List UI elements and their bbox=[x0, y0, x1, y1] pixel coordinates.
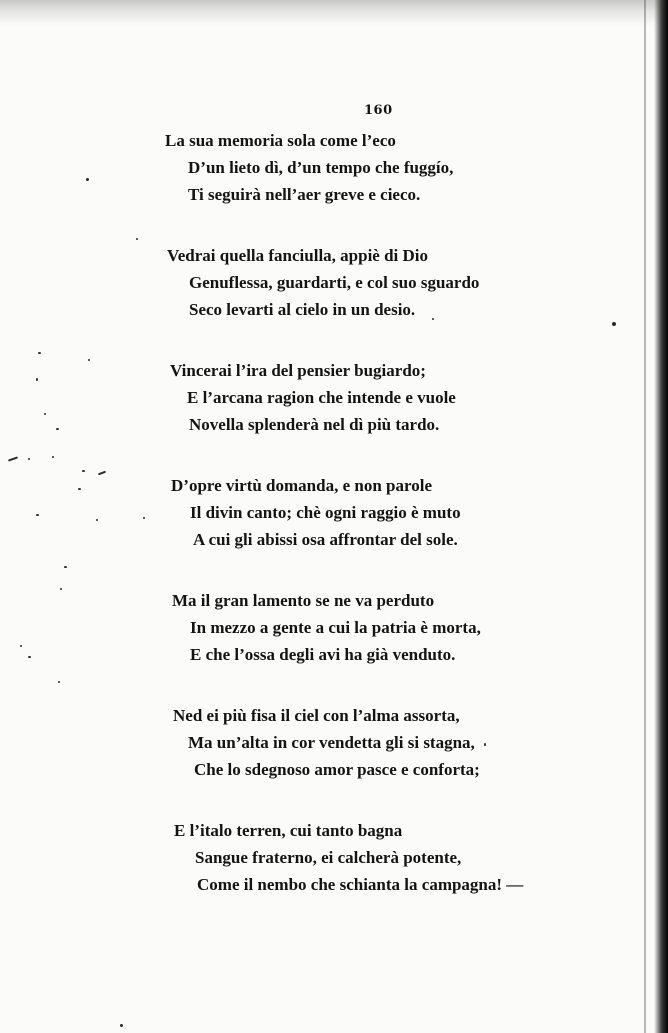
verse-line: E l’italo terren, cui tanto bagna bbox=[174, 821, 403, 840]
scan-speck bbox=[36, 378, 38, 381]
verse-line: Novella splenderà nel dì più tardo. bbox=[189, 415, 440, 434]
verse-line: Ti seguirà nell’aer greve e cieco. bbox=[188, 185, 421, 204]
verse-line: Il divin canto; chè ogni raggio è muto bbox=[190, 503, 461, 522]
verse-line: La sua memoria sola come l’eco bbox=[165, 131, 396, 150]
scan-speck bbox=[136, 238, 138, 240]
stanza-7 bbox=[0, 817, 668, 898]
stanza-6 bbox=[0, 702, 668, 783]
verse-line: Vedrai quella fanciulla, appiè di Dio bbox=[167, 246, 429, 265]
verse-line: D’un lieto dì, d’un tempo che fuggío, bbox=[188, 158, 454, 177]
scan-speck bbox=[56, 428, 59, 430]
scan-speck bbox=[28, 458, 30, 460]
verse-line: Ma un’alta in cor vendetta gli si stagna, bbox=[188, 733, 475, 752]
verse-line: Che lo sdegnoso amor pasce e conforta; bbox=[194, 760, 480, 779]
verse-line: D’opre virtù domanda, e non parole bbox=[171, 476, 433, 495]
stanza-4 bbox=[0, 472, 668, 553]
scan-speck bbox=[86, 178, 89, 181]
verse-line: Genuflessa, guardarti, e col suo sguardo bbox=[189, 273, 480, 292]
scan-speck bbox=[96, 519, 98, 521]
verse-line: Ma il gran lamento se ne va perduto bbox=[172, 591, 435, 610]
scan-speck bbox=[60, 588, 62, 590]
scan-speck bbox=[484, 743, 486, 746]
poem bbox=[0, 127, 668, 932]
verse-line: Come il nembo che schianta la campagna! — bbox=[197, 875, 524, 894]
verse-line: Seco levarti al cielo in un desio. bbox=[189, 300, 416, 319]
scan-speck bbox=[44, 413, 46, 415]
scan-speck bbox=[58, 681, 60, 683]
scan-speck bbox=[38, 352, 41, 354]
scan-speck bbox=[120, 1024, 123, 1027]
scan-speck bbox=[52, 456, 54, 458]
verse-line: Vincerai l’ira del pensier bugiardo; bbox=[170, 361, 426, 380]
stanza-1 bbox=[0, 127, 668, 208]
top-scan-shadow bbox=[0, 0, 668, 26]
verse-line: A cui gli abissi osa affrontar del sole. bbox=[193, 530, 458, 549]
stanza-2 bbox=[0, 242, 668, 323]
verse-line: E che l’ossa degli avi ha già venduto. bbox=[190, 645, 456, 664]
scan-speck bbox=[432, 318, 434, 320]
stanza-5 bbox=[0, 587, 668, 668]
scan-speck bbox=[82, 470, 85, 472]
verse-line: Sangue fraterno, ei calcherà potente, bbox=[195, 848, 462, 867]
scan-speck bbox=[20, 645, 22, 647]
verse-line: Ned ei più fisa il ciel con l’alma assorta, bbox=[173, 706, 460, 725]
verse-line: In mezzo a gente a cui la patria è morta, bbox=[190, 618, 481, 637]
scan-speck bbox=[64, 566, 67, 568]
verse-line: E l’arcana ragion che intende e vuole bbox=[187, 388, 456, 407]
scan-speck bbox=[36, 514, 39, 516]
scan-speck bbox=[143, 517, 145, 519]
stanza-3 bbox=[0, 357, 668, 438]
scan-speck bbox=[28, 656, 31, 658]
scan-speck bbox=[88, 359, 90, 361]
scan-speck bbox=[612, 322, 616, 326]
scan-speck bbox=[78, 488, 81, 490]
page-number: 160 bbox=[364, 103, 393, 118]
